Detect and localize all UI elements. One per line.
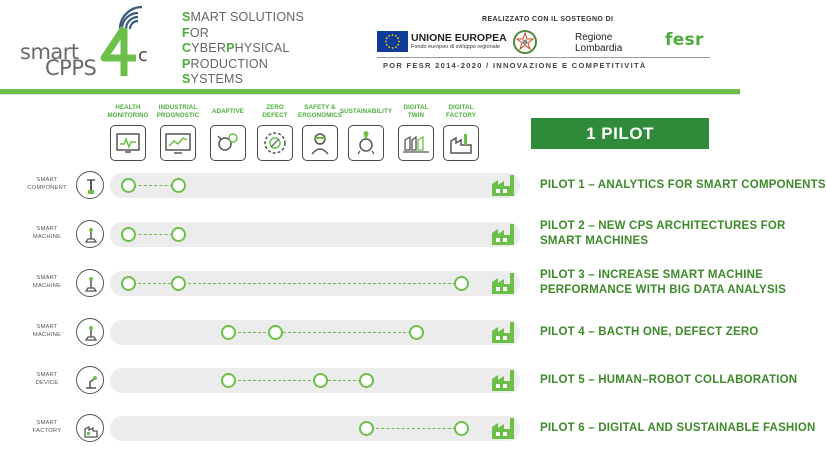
health-monitoring-icon: [110, 125, 146, 161]
supported-by-text: REALIZZATO CON IL SOSTEGNO DI: [482, 16, 614, 23]
pilot-node: [221, 325, 236, 340]
sustainability-icon: [348, 125, 384, 161]
header: [0, 0, 740, 92]
logo-four-icon: [98, 26, 142, 78]
category-label: SAFETY & ERGONOMICS: [298, 104, 342, 119]
factory-icon: [491, 320, 513, 342]
category-label: ADAPTIVE: [211, 108, 245, 115]
divider: [0, 94, 740, 95]
pilot-connector: [366, 428, 461, 429]
eu-title: UNIONE EUROPEA: [411, 32, 507, 44]
factory-icon: [491, 416, 513, 438]
factory-icon: [491, 222, 513, 244]
row-category-label: SMART MACHINE: [32, 275, 62, 289]
pilot-node: [454, 421, 469, 436]
pilot-node: [268, 325, 283, 340]
digital-twin-icon: [398, 125, 434, 161]
pilot-node: [359, 373, 374, 388]
pilot-description: PILOT 1 – ANALYTICS FOR SMART COMPONENTS: [540, 179, 826, 191]
adaptive-icon: [210, 125, 246, 161]
por-fesr-text: POR FESR 2014-2020 / INNOVAZIONE E COMPETITIVITÀ: [383, 61, 647, 70]
logo-cpps-text: CPPS: [45, 56, 97, 80]
row-category-label: SMART DEVICE: [35, 372, 59, 386]
pilot-node: [409, 325, 424, 340]
category-label: SUSTAINABILITY: [339, 108, 393, 115]
row-category-label: SMART FACTORY: [32, 420, 62, 434]
pilot-connector: [228, 332, 416, 333]
fesr-logo: fesr: [665, 30, 704, 50]
pilot-description: PILOT 5 – HUMAN–ROBOT COLLABORATION: [540, 374, 798, 386]
pilot-node: [313, 373, 328, 388]
digital-factory-icon: [443, 125, 479, 161]
safety-ergonomics-icon: [302, 125, 338, 161]
italian-emblem-icon: [512, 29, 538, 55]
category-label: INDUSTRIAL PROGNOSTIC: [156, 104, 200, 119]
pilot-node: [221, 373, 236, 388]
pilot-node: [359, 421, 374, 436]
category-label: HEALTH MONITORING: [107, 104, 149, 119]
regione-lombardia-text: Regione Lombardia: [575, 32, 623, 54]
logo-smart-text: smart: [20, 40, 79, 64]
row-category-label: SMART MACHINE: [32, 226, 62, 240]
pilot-connector: [228, 380, 366, 381]
smart-machine-icon: [76, 269, 104, 297]
eu-subtitle: Fondo europeo di sviluppo regionale: [411, 44, 500, 50]
smart-machine-icon: [76, 318, 104, 346]
factory-icon: [491, 368, 513, 390]
divider: [377, 57, 710, 58]
pilot-description: PILOT 3 – INCREASE SMART MACHINE PERFORMANCE WITH BIG DATA ANALYSIS: [540, 269, 786, 296]
tagline-line: FOR: [182, 25, 209, 40]
eu-flag-icon: [377, 31, 408, 52]
pilot-node: [121, 227, 136, 242]
pilot-description: PILOT 6 – DIGITAL AND SUSTAINABLE FASHION: [540, 422, 816, 434]
factory-icon: [491, 271, 513, 293]
category-label: DIGITAL TWIN: [403, 104, 429, 119]
category-label: ZERO DEFECT: [262, 104, 288, 119]
pilot-description: PILOT 2 – NEW CPS ARCHITECTURES FOR SMART MACHINES: [540, 220, 786, 247]
logo-c-text: c: [138, 45, 148, 66]
tagline-line: CYBERPHYSICAL: [182, 41, 290, 55]
pilot-node: [171, 227, 186, 242]
tagline: [182, 10, 304, 88]
smart-machine-icon: [76, 220, 104, 248]
industrial-prognostic-icon: [160, 125, 196, 161]
smart-factory-icon: [76, 414, 104, 442]
pilot-header: 1 PILOT: [531, 118, 709, 149]
zero-defect-icon: [257, 125, 293, 161]
smart-device-icon: [76, 366, 104, 394]
pilot-node: [454, 276, 469, 291]
pilot-node: [171, 178, 186, 193]
tagline-line: PRODUCTION: [182, 56, 269, 71]
category-label: DIGITAL FACTORY: [446, 104, 476, 119]
pilot-description: PILOT 4 – BACTH ONE, DEFECT ZERO: [540, 326, 759, 338]
pilot-node: [121, 276, 136, 291]
row-category-label: SMART COMPONENT: [27, 177, 67, 191]
tagline-line: SMART SOLUTIONS: [182, 10, 305, 24]
pilot-node: [121, 178, 136, 193]
tagline-line: SYSTEMS: [182, 72, 244, 86]
factory-icon: [491, 173, 513, 195]
pilot-node: [171, 276, 186, 291]
row-category-label: SMART MACHINE: [32, 324, 62, 338]
smart-component-icon: [76, 171, 104, 199]
